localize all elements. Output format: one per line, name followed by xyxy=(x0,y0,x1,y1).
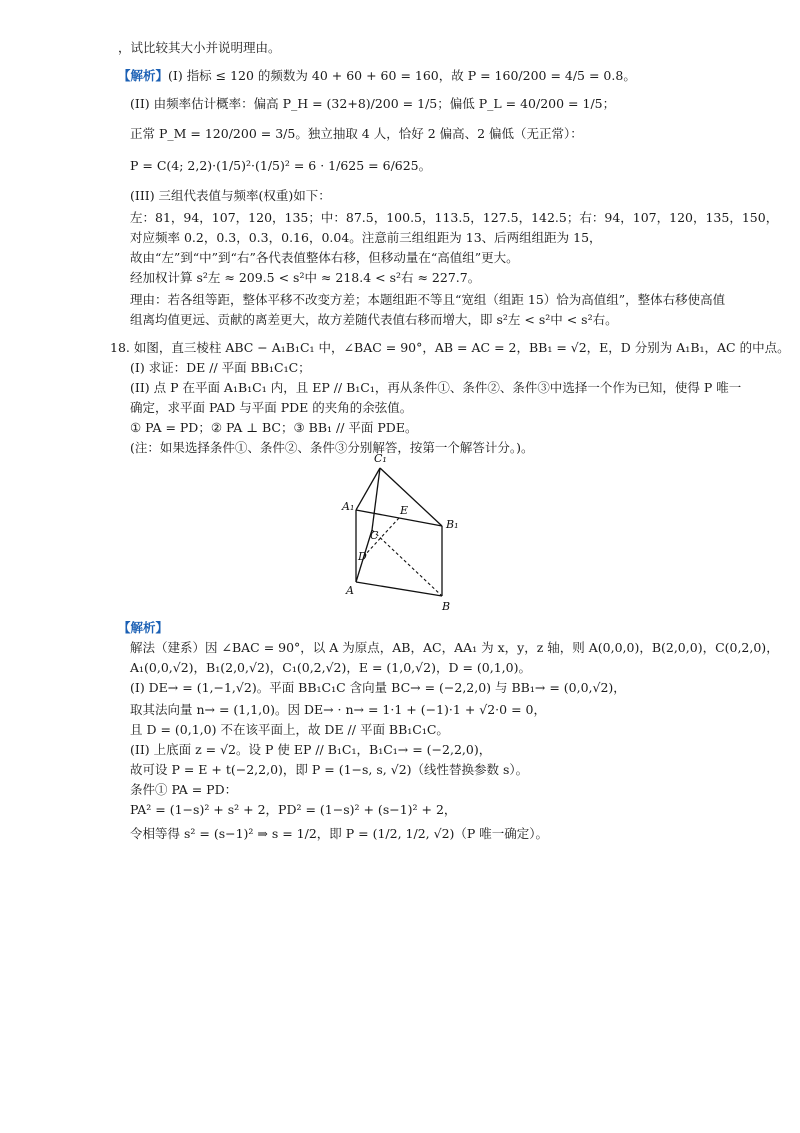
text: 18. 如图，直三棱柱 ABC − A₁B₁C₁ 中，∠BAC = 90°，AB = AC = 2，BB₁ = √2，E，D 分别为 A₁B₁，AC 的中点。 xyxy=(110,340,790,355)
solution-18-line-3 xyxy=(130,680,626,696)
text: 确定，求平面 PAD 与平面 PDE 的夹角的余弦值。 xyxy=(130,400,413,415)
problem-18-part-2b xyxy=(130,400,412,416)
text: (I) 指标 ≤ 120 的频数为 40 + 60 + 60 = 160，故 P = 160/200 = 4/5 = 0.8。 xyxy=(168,68,636,83)
text: 对应频率 0.2，0.3，0.3，0.16，0.04。注意前三组组距为 13、后两组组距为 15， xyxy=(130,230,602,245)
edge-c1-a1 xyxy=(356,468,380,510)
text: 解法（建系）因 ∠BAC = 90°，以 A 为原点，AB，AC，AA₁ 为 x，y，z 轴，则 A(0,0,0)，B(2,0,0)，C(0,2,0)， xyxy=(130,640,779,655)
solution-18-line-1 xyxy=(130,640,779,656)
solution-18-header xyxy=(118,620,168,636)
text: 经加权计算 s²左 ≈ 209.5 < s²中 ≈ 218.4 < s²右 ≈ 227.7。 xyxy=(130,270,481,285)
line-solution-6 xyxy=(130,210,778,226)
solution-18-line-6 xyxy=(130,742,491,758)
text: 故由“左”到“中”到“右”各代表值整体右移，但移动量在“高值组”更大。 xyxy=(130,250,519,265)
line-solution-10 xyxy=(130,292,725,308)
prism-diagram xyxy=(330,448,470,616)
line-solution-5 xyxy=(130,188,331,204)
text: ① PA = PD；② PA ⊥ BC；③ BB₁ // 平面 PDE。 xyxy=(130,420,418,435)
label-a: A xyxy=(346,584,354,597)
solution-18-line-9 xyxy=(130,802,456,818)
solution-18-line-4 xyxy=(130,702,546,718)
line-solution-1 xyxy=(118,68,636,84)
line-solution-8 xyxy=(130,250,519,266)
label-d: D xyxy=(358,550,367,563)
prism-figure xyxy=(330,448,470,616)
solution-tag: 【解析】 xyxy=(118,68,169,83)
solution-tag: 【解析】 xyxy=(118,620,169,635)
solution-18-line-2 xyxy=(130,660,531,676)
edge-c1-b1 xyxy=(380,468,442,526)
line-solution-7 xyxy=(130,230,602,246)
solution-18-line-10 xyxy=(130,826,548,842)
text: 取其法向量 n→ = (1,1,0)。因 DE→ · n→ = 1·1 + (−1)·1 + √2·0 = 0， xyxy=(130,702,546,717)
line-solution-4 xyxy=(130,158,431,174)
line-solution-2 xyxy=(130,96,615,112)
edge-c1-c xyxy=(372,468,380,530)
text: A₁(0,0,√2)，B₁(2,0,√2)，C₁(0,2,√2)，E = (1,0,√2)，D = (0,1,0)。 xyxy=(130,660,531,675)
text: 理由：若各组等距，整体平移不改变方差；本题组距不等且“宽组（组距 15）恰为高值组”，整体右移使高值 xyxy=(130,292,726,307)
problem-18-title xyxy=(110,340,790,356)
text: (I) DE→ = (1,−1,√2)。平面 BB₁C₁C 含向量 BC→ = (−2,2,0) 与 BB₁→ = (0,0,√2)， xyxy=(130,680,626,695)
problem-18-part-2 xyxy=(130,380,741,396)
text: 组离均值更远、贡献的离差更大，故方差随代表值右移而增大，即 s²左 < s²中 < s²右。 xyxy=(130,312,618,327)
solution-18-line-7 xyxy=(130,762,528,778)
text: ，试比较其大小并说明理由。 xyxy=(118,40,281,55)
label-b1: B₁ xyxy=(446,518,459,531)
text: 正常 P_M = 120/200 = 3/5。独立抽取 4 人，恰好 2 偏高、2 偏低（无正常）： xyxy=(130,126,583,141)
label-c: C xyxy=(370,529,379,542)
text: (II) 上底面 z = √2。设 P 使 EP // B₁C₁，B₁C₁→ = (−2,2,0)， xyxy=(130,742,492,757)
solution-18-line-8 xyxy=(130,782,237,798)
text: 故可设 P = E + t(−2,2,0)，即 P = (1−s, s, √2)（线性替换参数 s）。 xyxy=(130,762,529,777)
text: (II) 点 P 在平面 A₁B₁C₁ 内，且 EP // B₁C₁，再从条件①、条件②、条件③中选择一个作为已知，使得 P 唯一 xyxy=(130,380,742,395)
problem-18-conditions xyxy=(130,420,417,436)
problem-18-part-1 xyxy=(130,360,311,376)
line-solution-3 xyxy=(130,126,583,142)
text: (III) 三组代表值与频率(权重)如下： xyxy=(130,188,331,203)
line-solution-11 xyxy=(130,312,618,328)
solution-18-line-5 xyxy=(130,722,449,738)
text: 令相等得 s² = (s−1)² ⇒ s = 1/2，即 P = (1/2, 1/2, √2)（P 唯一确定）。 xyxy=(130,826,549,841)
label-a1: A₁ xyxy=(342,500,355,513)
text: 条件① PA = PD： xyxy=(130,782,238,797)
text: (注：如果选择条件①、条件②、条件③分别解答，按第一个解答计分。)。 xyxy=(130,440,534,455)
line-intro xyxy=(118,40,281,56)
text: (I) 求证：DE // 平面 BB₁C₁C； xyxy=(130,360,311,375)
label-e: E xyxy=(400,504,409,517)
text: PA² = (1−s)² + s² + 2，PD² = (1−s)² + (s−1)² + 2， xyxy=(130,802,457,817)
label-c1: C₁ xyxy=(374,452,387,465)
text: 且 D = (0,1,0) 不在该平面上，故 DE // 平面 BB₁C₁C。 xyxy=(130,722,449,737)
line-solution-9 xyxy=(130,270,480,286)
label-b: B xyxy=(442,600,451,613)
text: 左：81，94，107，120，135；中：87.5，100.5，113.5，127.5，142.5；右：94，107，120，135，150， xyxy=(130,210,779,225)
text: P = C(4; 2,2)·(1/5)²·(1/5)² = 6 · 1/625 = 6/625。 xyxy=(130,158,432,173)
text: (II) 由频率估计概率：偏高 P_H = (32+8)/200 = 1/5；偏低 P_L = 40/200 = 1/5； xyxy=(130,96,616,111)
